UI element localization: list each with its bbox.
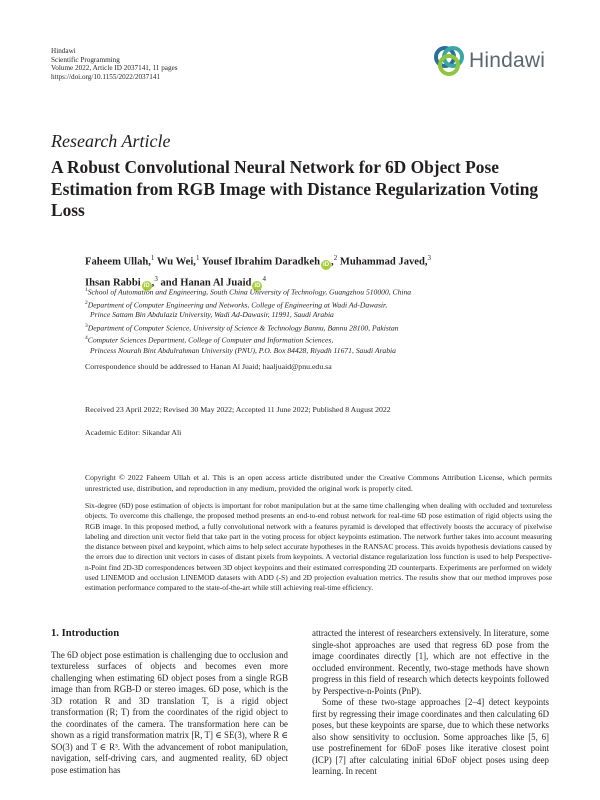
hindawi-rings-icon — [432, 44, 466, 78]
affiliation-item — [85, 298, 555, 311]
journal-name: Scientific Programming — [51, 55, 120, 64]
article-type: Research Article — [51, 131, 171, 151]
affiliation-item — [85, 285, 555, 298]
affiliation-list — [85, 285, 555, 356]
affiliation-item — [85, 321, 555, 334]
author-affil-sup: 4 — [262, 275, 266, 284]
affiliation-text: School of Automation and Engineering, South China University of Technology, Guangzhou 510000, China — [87, 287, 412, 297]
academic-editor: Academic Editor: Sikandar Ali — [85, 428, 182, 437]
publisher-name: Hindawi — [51, 47, 76, 55]
journal-meta — [51, 47, 178, 81]
author-affil-sup: 1 — [150, 254, 155, 262]
abstract: Six-degree (6D) pose estimation of objects is important for robot manipulation but at the same time challenging when dealing with occluded and textureless objects. To overcome this challenge, the proposed method presents an end-to-end robust network for real-time 6D pose estimation of rigid objects using the RGB image. In this proposed method, a fully convolutional network with a features pyramid is developed that effectively boosts the accuracy of pixelwise labeling and direction unit vector field that take part in the voting process for object keypoints estimation. The network further takes into account measuring the distance between pixel and keypoint, which aims to help select accurate hypotheses in the RANSAC process. This avoids hypothesis deviations caused by the errors due to direction unit vectors in cases of distant pixels from keypoints. A vectorial distance regularization loss function is used to help Perspective-n-Point find 2D-3D correspondences between 3D object keypoints and their estimated corresponding 2D counterparts. Experiments are performed on widely used LINEMOD and occlusion LINEMOD datasets with ADD (-S) and 2D projection evaluation metrics. The results show that our method improves pose estimation performance compared to the state-of-the-art while still achieving real-time efficiency. — [85, 501, 553, 593]
affiliation-sup: 3 — [85, 322, 88, 329]
body-paragraph: The 6D object pose estimation is challenging due to occlusion and textureless surfaces of objects and becomes even more challenging when estimating 6D object poses from a single RGB image than from RGB-D or stereo images. 6D pose, which is the 3D rotation R and 3D translation T, is a rigid object transformation (R; T) from the coordinates of the rigid object to the coordinates of the camera. The transformation here can be shown as a rigid transformation matrix [R, T] ∈ SE(3), where R ∈ SO(3) and T ∈ R³. With the advancement of robot manipulation, navigation, self-driving cars, and augmented reality, 6D object pose estimation has — [51, 649, 288, 775]
publication-dates: Received 23 April 2022; Revised 30 May 2022; Accepted 11 June 2022; Published 8 August 2022 — [85, 405, 391, 414]
hindawi-logo[interactable] — [432, 44, 560, 78]
body-paragraph: attracted the interest of researchers extensively. In literature, some single-shot approaches are used that regress 6D pose from the image coordinates directly [1], which are not effective in the occluded environment. Recently, two-stage methods have shown progress in this field of research which detects keypoints followed by Perspective-n-Points (PnP). — [312, 628, 549, 696]
orcid-icon[interactable]: iD — [254, 282, 261, 289]
author-affil-sup: 2 — [333, 254, 338, 262]
author-affil-sup: 1 — [195, 254, 200, 262]
author-affil-sup: 3 — [427, 254, 432, 262]
logo-wordmark: Hindawi — [469, 49, 546, 72]
author-affil-sup: 3 — [154, 275, 158, 284]
author-name: and Hanan Al Juaid — [160, 277, 252, 289]
affiliation-continuation: Prince Sattam Bin Abdulaziz University, Wadi Ad-Dawasir, 11991, Saudi Arabia — [90, 310, 334, 320]
affiliation-text: Department of Computer Science, University of Science & Technology Bannu, Bannu 28100, Pakistan — [87, 323, 399, 333]
body-paragraph: Some of these two-stage approaches [2–4] detect keypoints first by regressing their image coordinates and then calculating 6D poses, but these keypoints are sparse, due to which these networks also show sensitivity to occlusion. Some approaches like [5, 6] use postrefinement for 6DoF poses like iterative closest point (ICP) [7] after calculating initial 6DoF object poses using deep learning. In recent — [312, 697, 549, 776]
affiliation-sup: 1 — [85, 287, 88, 293]
correspondence: Correspondence should be addressed to Hanan Al Juaid; haaljuaid@pnu.edu.sa — [85, 362, 332, 371]
orcid-icon[interactable]: iD — [143, 282, 150, 289]
author-name: Wu Wei, — [156, 256, 196, 268]
section-heading: 1. Introduction — [51, 628, 120, 639]
affiliation-continuation: Princess Nourah Bint Abdulrahman University (PNU), P.O. Box 84428, Riyadh 11671, Saudi Arabia — [90, 346, 396, 356]
doi-link[interactable]: https://doi.org/10.1155/2022/2037141 — [51, 72, 161, 81]
affiliation-text: Computer Sciences Department, College of Computer and Information Sciences, — [87, 335, 334, 345]
body-column-right — [312, 628, 549, 778]
affiliation-item — [85, 333, 555, 346]
author-name: Ihsan Rabbi — [85, 277, 141, 289]
affiliation-sup: 4 — [85, 335, 88, 342]
affiliation-text: Department of Computer Engineering and Networks, College of Engineering at Wadi Ad-Dawasir, — [87, 300, 388, 310]
affiliation-sup: 2 — [85, 299, 88, 306]
author-list: Faheem Ullah,$^1$ Wu Wei,$^1$ Yousef Ibrahim Daradkeh iD ,$^2$ Muhammad Javed,$^3$ Ihsan Rabbi iD ,$^3$ and Hanan Al Juaid $iD^4$ — [85, 254, 432, 289]
body-column-left — [51, 628, 288, 776]
volume-line: Volume 2022, Article ID 2037141, 11 pages — [51, 64, 178, 73]
author-name: Yousef Ibrahim Daradkeh — [201, 256, 321, 268]
article-title: A Robust Convolutional Neural Network for 6D Object Pose Estimation from RGB Image with Distance Regularization Voting Loss — [51, 157, 539, 220]
orcid-icon[interactable]: iD — [323, 261, 330, 268]
copyright-notice: Copyright © 2022 Faheem Ullah et al. This is an open access article distributed under the Creative Commons Attribution License, which permits unrestricted use, distribution, and reproduction in any medium, provided the original work is properly cited. — [85, 473, 552, 493]
author-name: Faheem Ullah, — [85, 256, 151, 268]
author-name: Muhammad Javed, — [339, 256, 428, 268]
